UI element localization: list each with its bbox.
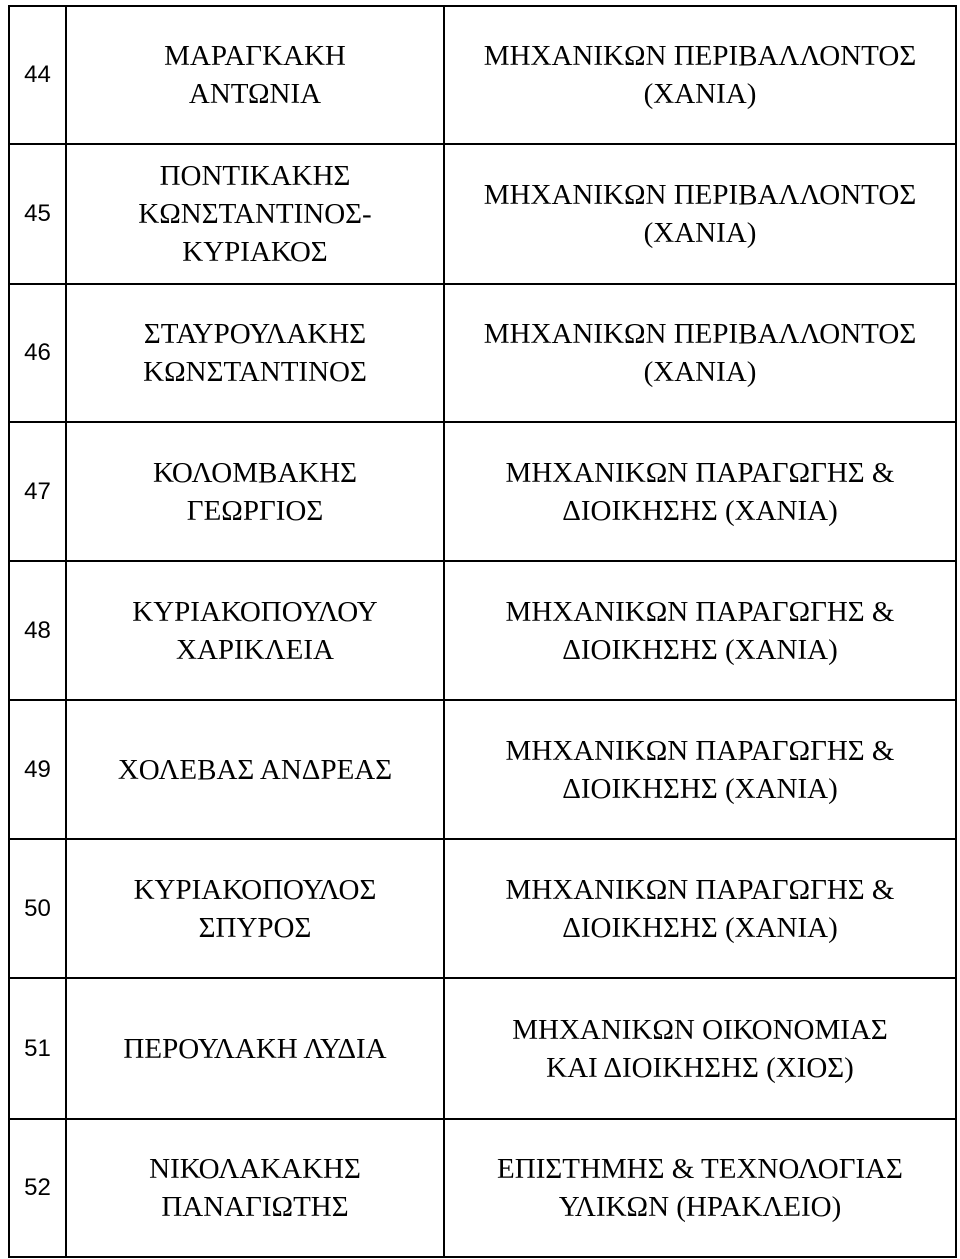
table-row: [9, 978, 956, 1119]
table-row: [9, 144, 956, 284]
person-name: ΧΟΛΕΒΑΣ ΑΝΔΡΕΑΣ: [66, 700, 444, 839]
row-number: 50: [9, 839, 66, 978]
document-page: [8, 5, 955, 1258]
row-number: 49: [9, 700, 66, 839]
row-number: 48: [9, 561, 66, 700]
department-name: ΜΗΧΑΝΙΚΩΝ ΠΑΡΑΓΩΓΗΣ & ΔΙΟΙΚΗΣΗΣ (ΧΑΝΙΑ): [444, 561, 956, 700]
person-name: ΚΥΡΙΑΚΟΠΟΥΛΟΣ ΣΠΥΡΟΣ: [66, 839, 444, 978]
person-name: ΠΟΝΤΙΚΑΚΗΣ ΚΩΝΣΤΑΝΤΙΝΟΣ- ΚΥΡΙΑΚΟΣ: [66, 144, 444, 284]
person-name: ΣΤΑΥΡΟΥΛΑΚΗΣ ΚΩΝΣΤΑΝΤΙΝΟΣ: [66, 284, 444, 422]
department-name: ΜΗΧΑΝΙΚΩΝ ΟΙΚΟΝΟΜΙΑΣ ΚΑΙ ΔΙΟΙΚΗΣΗΣ (ΧΙΟΣ): [444, 978, 956, 1119]
row-number: 44: [9, 6, 66, 144]
person-name: ΜΑΡΑΓΚΑΚΗ ΑΝΤΩΝΙΑ: [66, 6, 444, 144]
row-number: 51: [9, 978, 66, 1119]
row-number: 46: [9, 284, 66, 422]
department-name: ΜΗΧΑΝΙΚΩΝ ΠΑΡΑΓΩΓΗΣ & ΔΙΟΙΚΗΣΗΣ (ΧΑΝΙΑ): [444, 700, 956, 839]
table-row: [9, 1119, 956, 1257]
department-name: ΜΗΧΑΝΙΚΩΝ ΠΕΡΙΒΑΛΛΟΝΤΟΣ (ΧΑΝΙΑ): [444, 6, 956, 144]
person-name: ΚΥΡΙΑΚΟΠΟΥΛΟΥ ΧΑΡΙΚΛΕΙΑ: [66, 561, 444, 700]
table-row: [9, 422, 956, 561]
row-number: 47: [9, 422, 66, 561]
results-table: [8, 5, 957, 1258]
department-name: ΕΠΙΣΤΗΜΗΣ & ΤΕΧΝΟΛΟΓΙΑΣ ΥΛΙΚΩΝ (ΗΡΑΚΛΕΙΟ): [444, 1119, 956, 1257]
table-row: [9, 561, 956, 700]
department-name: ΜΗΧΑΝΙΚΩΝ ΠΕΡΙΒΑΛΛΟΝΤΟΣ (ΧΑΝΙΑ): [444, 284, 956, 422]
table-row: [9, 700, 956, 839]
person-name: ΝΙΚΟΛΑΚΑΚΗΣ ΠΑΝΑΓΙΩΤΗΣ: [66, 1119, 444, 1257]
table-row: [9, 839, 956, 978]
table-row: [9, 6, 956, 144]
department-name: ΜΗΧΑΝΙΚΩΝ ΠΑΡΑΓΩΓΗΣ & ΔΙΟΙΚΗΣΗΣ (ΧΑΝΙΑ): [444, 422, 956, 561]
person-name: ΚΟΛΟΜΒΑΚΗΣ ΓΕΩΡΓΙΟΣ: [66, 422, 444, 561]
table-row: [9, 284, 956, 422]
department-name: ΜΗΧΑΝΙΚΩΝ ΠΑΡΑΓΩΓΗΣ & ΔΙΟΙΚΗΣΗΣ (ΧΑΝΙΑ): [444, 839, 956, 978]
person-name: ΠΕΡΟΥΛΑΚΗ ΛΥΔΙΑ: [66, 978, 444, 1119]
department-name: ΜΗΧΑΝΙΚΩΝ ΠΕΡΙΒΑΛΛΟΝΤΟΣ (ΧΑΝΙΑ): [444, 144, 956, 284]
row-number: 52: [9, 1119, 66, 1257]
table-body: [9, 6, 956, 1257]
row-number: 45: [9, 144, 66, 284]
